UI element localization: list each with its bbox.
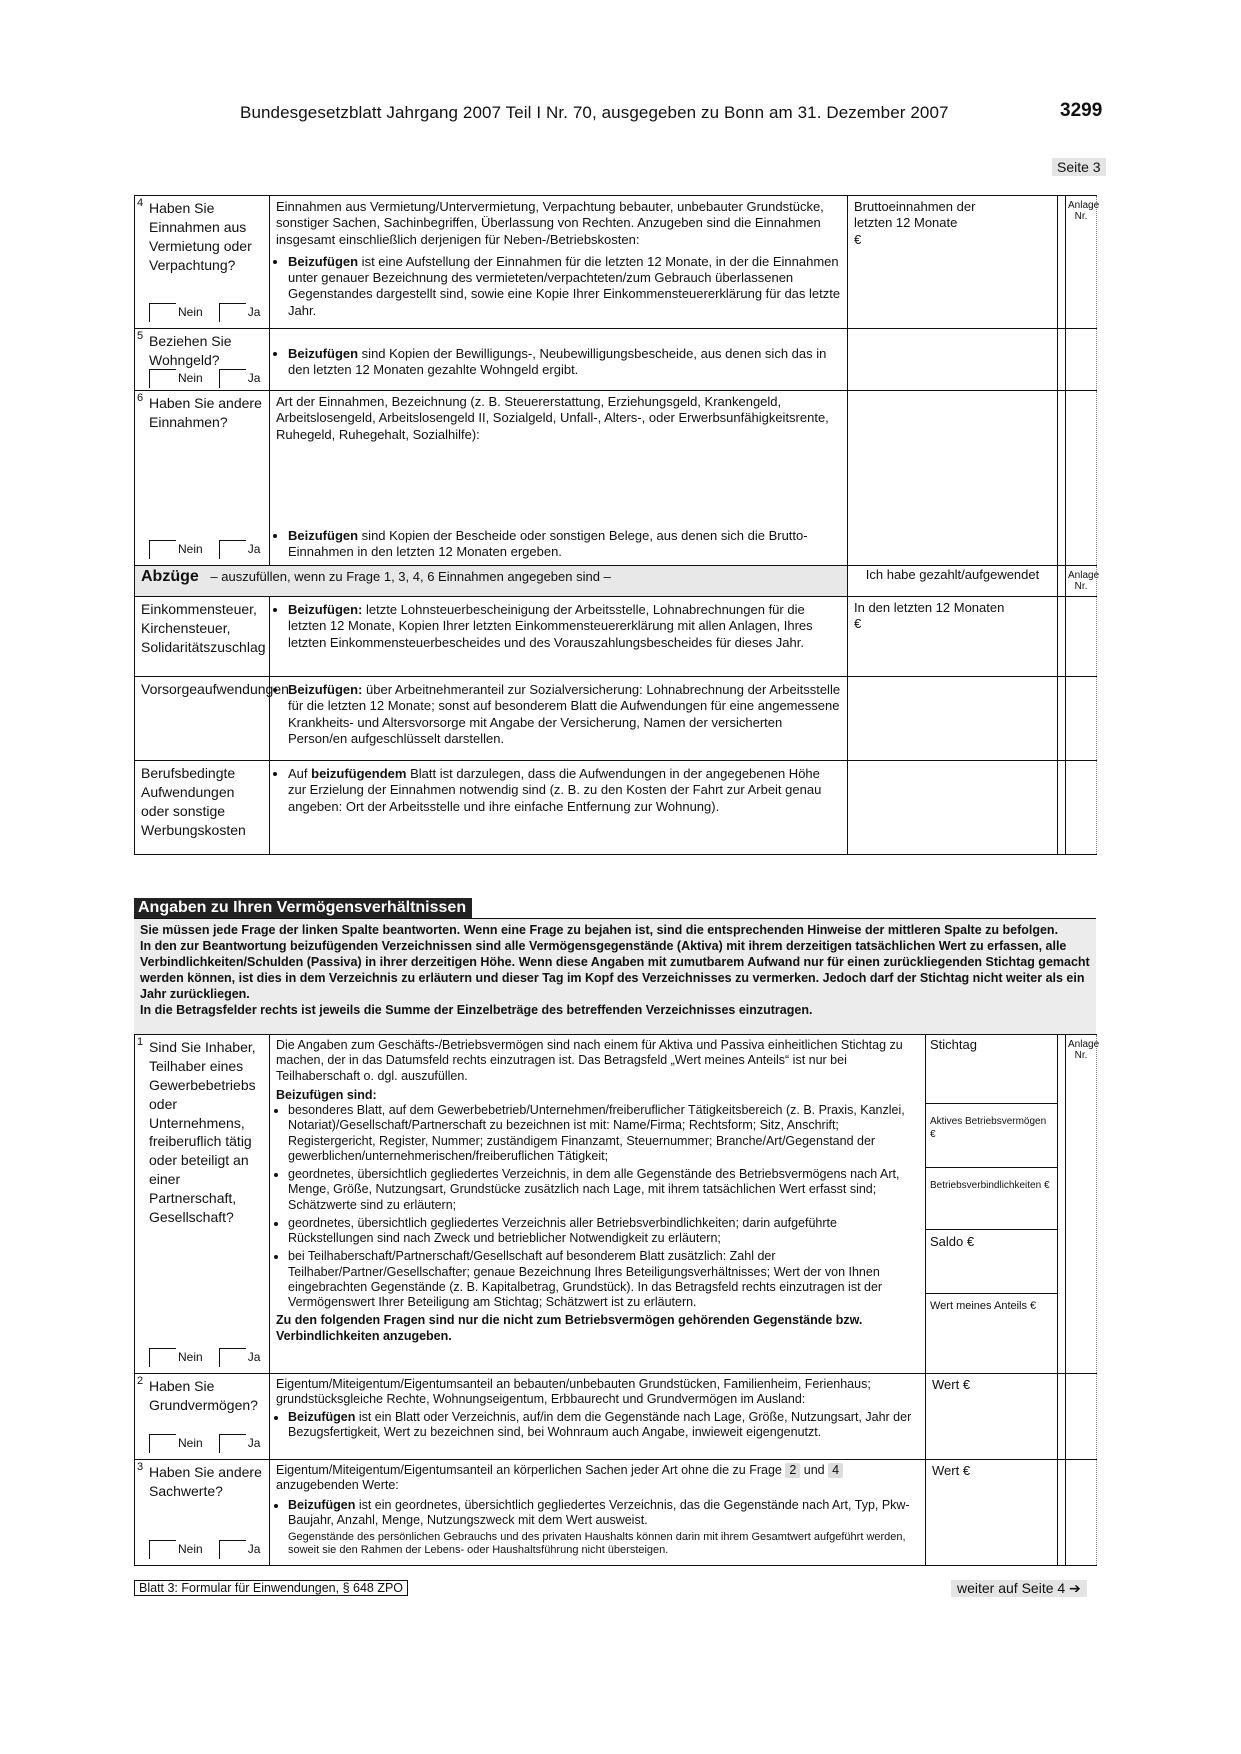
euro-unit: € bbox=[854, 616, 862, 632]
vermoegen-intro bbox=[140, 922, 1090, 1018]
abzuege-title: Abzüge bbox=[141, 568, 199, 585]
spacer-cell bbox=[1058, 597, 1066, 677]
description-cell bbox=[270, 1035, 926, 1374]
anlage-nr-cell[interactable]: Anlage Nr. bbox=[1066, 1035, 1097, 1374]
nein-label: Nein bbox=[178, 541, 203, 556]
spacer-cell bbox=[1058, 329, 1066, 391]
amount-field-wohngeld[interactable] bbox=[848, 329, 1058, 391]
description-cell bbox=[270, 1460, 926, 1566]
nein-ja-options bbox=[149, 540, 260, 559]
description-cell bbox=[270, 677, 848, 761]
anlage-nr-cell[interactable] bbox=[1066, 677, 1097, 761]
wert-field-sachwerte[interactable]: Wert € bbox=[926, 1460, 1058, 1566]
nein-ja-options bbox=[149, 1348, 260, 1367]
abzuege-header-row bbox=[135, 566, 1097, 597]
nein-checkbox[interactable] bbox=[149, 1348, 176, 1367]
betriebsverbindlichkeiten-field[interactable]: Betriebsverbindlichkeiten € bbox=[926, 1167, 1057, 1229]
description-cell bbox=[270, 196, 848, 329]
nein-label: Nein bbox=[178, 304, 203, 319]
spacer-cell bbox=[1058, 391, 1066, 566]
spacer-cell bbox=[1058, 1374, 1066, 1460]
nein-label: Nein bbox=[178, 1349, 203, 1364]
nein-ja-options bbox=[149, 369, 260, 388]
intro-paragraph: In den zur Beantwortung beizufügenden Verzeichnissen sind alle Vermögensgegenstände (Aktiva) mit ihrem derzeitigen tatsächlichen Wert zu erfassen, alle Verbindlichkeiten/Schulden (Passiva) in ihrer derzeitigen Höhe. Wenn diese Angaben mit zumutbarem Aufwand nur für einen zurückliegenden Stichtag gemacht werden können, ist dies in dem Verzeichnis zu erläutern und dieser Tag im Kopf des Verzeichnisses zu vermerken. Jedoch darf der Stichtag nicht weiter als ein Jahr zurückliegen. bbox=[140, 939, 1090, 1001]
abzuege-row-werbungskosten bbox=[135, 761, 1097, 855]
question-text: Haben Sie Einnahmen aus Vermietung oder Verpachtung? bbox=[149, 200, 252, 273]
nein-checkbox[interactable] bbox=[149, 1540, 176, 1559]
question-text: Beziehen Sie Wohngeld? bbox=[149, 333, 232, 368]
question-cell bbox=[135, 196, 270, 329]
question-cell bbox=[135, 1035, 270, 1374]
anlage-nr-cell[interactable] bbox=[1066, 391, 1097, 566]
field-label: Bruttoeinnahmen der letzten 12 Monate bbox=[854, 199, 976, 231]
description-text: Eigentum/Miteigentum/Eigentumsanteil an bebauten/unbebauten Grundstücken, Familienheim, Ferienhaus; grundstücksgleiche Rechte, Wohnungseigentum, Erbbaurecht und Grundvermögen im Ausland: bbox=[276, 1377, 871, 1407]
bullet-item: • besonderes Blatt, auf dem Gewerbebetrieb/Unternehmen/freiberuflicher Tätigkeitsbereich (z. B. Praxis, Kanzlei, Notariat)/Gesellschaft/Partnerschaft zu bezeichnen ist mit: Name/Firma; Rechtsform; Sitz, Anschrift; Registergericht, Register, Nummer; zuständigem Finanzamt, Steuernummer; Branche/Art/Gegenstand der gewerblichen/unternehmerischen/freiberuflichen Tätigkeit; bbox=[288, 1103, 919, 1164]
ja-checkbox[interactable] bbox=[219, 1434, 246, 1453]
anlage-nr-cell[interactable] bbox=[1066, 1374, 1097, 1460]
anlage-nr-cell[interactable] bbox=[1066, 597, 1097, 677]
income-table bbox=[134, 195, 1100, 855]
vermoegen-row-1 bbox=[135, 1035, 1097, 1374]
ja-checkbox[interactable] bbox=[219, 540, 246, 559]
bullet-item: • Auf beizufügendem Blatt ist darzulegen, dass die Aufwendungen in der angegebenen Höhe zur Erzielung der Einnahmen notwendig sind (z. B. zu den Kosten der Fahrt zur Arbeit genau angeben: Ort der Arbeitsstelle und ihre einfache Entfernung zur Wohnung). bbox=[288, 766, 841, 815]
question-cell bbox=[135, 1374, 270, 1460]
stichtag-field[interactable]: Stichtag bbox=[930, 1037, 977, 1052]
beizufuegen-heading: Beizufügen sind: bbox=[276, 1087, 377, 1102]
question-cell bbox=[135, 329, 270, 391]
description-text: Die Angaben zum Geschäfts-/Betriebsvermögen sind nach einem für Aktiva und Passiva einheitlichen Stichtag zu machen, der in das Datumsfeld rechts einzutragen ist. Das Betragsfeld „Wert meines Anteils“ ist nur bei Teilhaberschaft o. dgl. auszufüllen. bbox=[276, 1038, 903, 1083]
spacer-cell bbox=[1058, 1035, 1066, 1374]
document-header-title: Bundesgesetzblatt Jahrgang 2007 Teil I Nr. 70, ausgegeben zu Bonn am 31. Dezember 2007 bbox=[240, 103, 949, 122]
euro-unit: € bbox=[854, 231, 862, 247]
nein-checkbox[interactable] bbox=[149, 369, 176, 388]
vermoegen-title: Angaben zu Ihren Vermögensverhältnissen bbox=[134, 898, 472, 918]
nein-ja-options bbox=[149, 303, 260, 322]
income-row-5 bbox=[135, 329, 1097, 391]
nein-label: Nein bbox=[178, 1541, 203, 1556]
anlage-nr-cell[interactable] bbox=[1066, 1460, 1097, 1566]
field-label: In den letzten 12 Monaten bbox=[854, 600, 1005, 615]
ref-question-2: 2 bbox=[785, 1463, 800, 1478]
description-cell bbox=[270, 329, 848, 391]
bullet-item: • Beizufügen: über Arbeitnehmeranteil zur Sozialversicherung: Lohnabrechnung der Arbeitsstelle für die letzten 12 Monate; sonst auf besonderem Blatt die Aufwendungen für eine angemessene Krankheits- und Altersvorsorge mit Angabe der Versicherung, Namen der versicherten Person/en aufgeschlüsselt darstellen. bbox=[288, 682, 841, 747]
abzuege-row-vorsorge bbox=[135, 677, 1097, 761]
description-cell bbox=[270, 597, 848, 677]
spacer-cell bbox=[1058, 196, 1066, 329]
intro-paragraph: Sie müssen jede Frage der linken Spalte beantworten. Wenn eine Frage zu bejahen ist, sind die entsprechenden Hinweise der mittleren Spalte zu befolgen. bbox=[140, 923, 1059, 937]
note-text: Gegenstände des persönlichen Gebrauchs und des privaten Haushalts können darin mit ihrem Gesamtwert aufgeführt werden, soweit sie den Rahmen der Lebens- oder Haushaltsführung nicht übersteigen. bbox=[288, 1531, 906, 1557]
amount-fields-q1 bbox=[926, 1035, 1058, 1374]
question-number: 3 bbox=[137, 1461, 144, 1473]
question-number: 4 bbox=[137, 197, 144, 209]
description-text: Eigentum/Miteigentum/Eigentumsanteil an körperlichen Sachen jeder Art ohne die zu Frage 2 und 4 anzugebenden Werte: bbox=[276, 1463, 919, 1494]
income-row-6 bbox=[135, 391, 1097, 566]
vermoegen-table bbox=[134, 1034, 1100, 1566]
spacer-cell bbox=[1058, 761, 1066, 855]
ja-label: Ja bbox=[247, 1541, 261, 1556]
nein-ja-options bbox=[149, 1540, 260, 1559]
ja-checkbox[interactable] bbox=[219, 369, 246, 388]
question-number: 2 bbox=[137, 1375, 144, 1387]
question-cell bbox=[135, 391, 270, 566]
ja-label: Ja bbox=[247, 1435, 261, 1450]
abzuege-label: Berufsbedingte Aufwendungen oder sonstige Werbungskosten bbox=[135, 761, 270, 855]
nein-checkbox[interactable] bbox=[149, 303, 176, 322]
bullet-item: • Beizufügen sind Kopien der Bewilligungs-, Neubewilligungsbescheide, aus denen sich das in den letzten 12 Monaten gezahlte Wohngeld ergibt. bbox=[288, 346, 841, 379]
spacer-cell bbox=[1058, 1460, 1066, 1566]
bullet-item: • Beizufügen: letzte Lohnsteuerbescheinigung der Arbeitsstelle, Lohnabrechnungen für die letzten 12 Monate, Kopien Ihrer letzten Einkommensteuererklärung mit allen Anlagen, Ihres letzten Einkommensteuerbescheides und des Vorauszahlungsbescheides für dieses Jahr. bbox=[288, 602, 841, 651]
abzuege-label: Einkommensteuer, Kirchensteuer, Solidaritätszuschlag bbox=[135, 597, 270, 677]
description-cell bbox=[270, 1374, 926, 1460]
seite-label: Seite 3 bbox=[1052, 158, 1106, 176]
anlage-nr-cell[interactable] bbox=[1066, 761, 1097, 855]
ja-checkbox[interactable] bbox=[219, 303, 246, 322]
ja-label: Ja bbox=[247, 1349, 261, 1364]
question-number: 6 bbox=[137, 392, 144, 404]
question-text: Sind Sie Inhaber, Teilhaber eines Gewerbebetriebs oder Unternehmens, freiberuflich tätig oder beteiligt an einer Partnerschaft, Gesellschaft? bbox=[149, 1039, 256, 1226]
amount-field-bruttoeinnahmen[interactable] bbox=[848, 196, 1058, 329]
ja-label: Ja bbox=[247, 370, 261, 385]
footer-note: Zu den folgenden Fragen sind nur die nicht zum Betriebsvermögen gehörenden Gegenstände bzw. Verbindlichkeiten anzugeben. bbox=[276, 1313, 863, 1343]
question-number: 5 bbox=[137, 330, 144, 342]
bullet-item: • Beizufügen ist eine Aufstellung der Einnahmen für die letzten 12 Monate, in der die Einnahmen unter genauer Bezeichnung des vermieteten/verpachteten/zum Gebrauch überlassenen Gegenstandes dargestellt sind, sowie eine Kopie Ihrer Einkommensteuererklärung für das letzte Jahr. bbox=[288, 254, 841, 319]
page-number: 3299 bbox=[1060, 100, 1103, 121]
saldo-field[interactable]: Saldo € bbox=[926, 1229, 1057, 1293]
amount-field-werbungskosten[interactable] bbox=[848, 761, 1058, 855]
spacer-cell bbox=[1058, 566, 1066, 597]
ja-checkbox[interactable] bbox=[219, 1348, 246, 1367]
abzuege-title-cell bbox=[135, 566, 848, 597]
vermoegen-row-2 bbox=[135, 1374, 1097, 1460]
vermoegen-row-3 bbox=[135, 1460, 1097, 1566]
amount-field-steuer[interactable] bbox=[848, 597, 1058, 677]
bullet-item: • Beizufügen ist ein Blatt oder Verzeichnis, auf/in dem die Gegenstände nach Lage, Größe, Nutzungsart, Jahr der Bezugsfertigkeit, Wert zu bezeichnen sind, bei Wohnraum auch Angabe, inwieweit eigengenutzt. bbox=[288, 1410, 919, 1441]
spacer-cell bbox=[1058, 677, 1066, 761]
question-cell bbox=[135, 1460, 270, 1566]
wert-field-grundvermoegen[interactable]: Wert € bbox=[926, 1374, 1058, 1460]
abzuege-subtitle: – auszufüllen, wenn zu Frage 1, 3, 4, 6 Einnahmen angegeben sind – bbox=[210, 569, 611, 584]
ja-label: Ja bbox=[247, 304, 261, 319]
question-text: Haben Sie andere Sachwerte? bbox=[149, 1464, 262, 1499]
continue-page-label: weiter auf Seite 4 ➔ bbox=[951, 1580, 1087, 1597]
nein-checkbox[interactable] bbox=[149, 1434, 176, 1453]
description-text: Einnahmen aus Vermietung/Untervermietung, Verpachtung bebauter, unbebauter Grundstücke, sonstiger Sachen, Sachinbegriffen, Überlassung von Rechten. Anzugeben sind die Einnahmen insgesamt einschließlich derjenigen für Neben-/Betriebskosten: bbox=[276, 199, 824, 247]
bullet-item: • bei Teilhaberschaft/Partnerschaft/Gesellschaft auf besonderem Blatt zusätzlich: Zahl der Teilhaber/Partner/Gesellschafter; genaue Bezeichnung Ihres Beteiligungsverhältnisses; Wert der von Ihnen eingebrachten Gegenstände (z. B. Kapitalbetrag, Grundstück). In das Betragsfeld rechts einzutragen ist der Vermögenswert Ihrer Beteiligung am Stichtag; Schätzwert ist zu erläutern. bbox=[288, 1249, 919, 1310]
nein-label: Nein bbox=[178, 1435, 203, 1450]
bullet-item: • Beizufügen ist ein geordnetes, übersichtlich gegliedertes Verzeichnis, das die Gegenstände nach Art, Typ, Pkw-Baujahr, Anzahl, Menge, Nutzungszweck mit dem Wert ausweist. bbox=[288, 1498, 919, 1529]
anlage-nr-cell[interactable] bbox=[1066, 329, 1097, 391]
abzuege-label: Vorsorgeaufwendungen bbox=[135, 677, 270, 761]
ja-label: Ja bbox=[247, 541, 261, 556]
ja-checkbox[interactable] bbox=[219, 1540, 246, 1559]
income-row-4 bbox=[135, 196, 1097, 329]
abzuege-field-header: Ich habe gezahlt/aufgewendet bbox=[848, 566, 1058, 597]
question-text: Haben Sie andere Einnahmen? bbox=[149, 395, 262, 430]
anlage-nr-cell[interactable]: Anlage Nr. bbox=[1066, 196, 1097, 329]
description-cell bbox=[270, 761, 848, 855]
nein-checkbox[interactable] bbox=[149, 540, 176, 559]
nein-ja-options bbox=[149, 1434, 260, 1453]
anlage-nr-cell[interactable]: Anlage Nr. bbox=[1066, 566, 1097, 597]
question-text: Haben Sie Grundvermögen? bbox=[149, 1378, 258, 1413]
nein-label: Nein bbox=[178, 370, 203, 385]
form-footer-label: Blatt 3: Formular für Einwendungen, § 648 ZPO bbox=[134, 1580, 408, 1596]
amount-field-vorsorge[interactable] bbox=[848, 677, 1058, 761]
description-text: Art der Einnahmen, Bezeichnung (z. B. Steuererstattung, Erziehungsgeld, Krankengeld, Arbeitslosengeld, Arbeitslosengeld II, Sozialgeld, Unfall-, Alters-, oder Erwerbsunfähigkeitsrente, Ruhegeld, Ruhegehalt, Sozialhilfe): bbox=[276, 394, 829, 442]
question-number: 1 bbox=[137, 1036, 144, 1048]
amount-field-andere[interactable] bbox=[848, 391, 1058, 566]
description-cell bbox=[270, 391, 848, 566]
aktives-betriebsvermoegen-field[interactable]: Aktives Betriebsvermögen € bbox=[926, 1103, 1057, 1167]
bullet-item: • geordnetes, übersichtlich gegliedertes Verzeichnis, in dem alle Gegenstände des Betriebsvermögens nach Art, Menge, Größe, Nutzungsart, Grundstücke zusätzlich nach Lage, mit ihrem tatsächlichen Wert erfasst sind; Schätzwerte sind zu erläutern; bbox=[288, 1167, 919, 1213]
ref-question-4: 4 bbox=[828, 1463, 843, 1478]
abzuege-row-steuer bbox=[135, 597, 1097, 677]
intro-paragraph: In die Betragsfelder rechts ist jeweils die Summe der Einzelbeträge des betreffenden Verzeichnisses einzutragen. bbox=[140, 1003, 813, 1017]
bullet-item: • Beizufügen sind Kopien der Bescheide oder sonstigen Belege, aus denen sich die Brutto-Einnahmen in den letzten 12 Monaten ergeben. bbox=[288, 528, 841, 561]
bullet-item: • geordnetes, übersichtlich gegliedertes Verzeichnis aller Betriebsverbindlichkeiten; darin aufgeführte Rückstellungen sind nach Zweck und betrieblicher Notwendigkeit zu erläutern; bbox=[288, 1216, 919, 1247]
wert-meines-anteils-field[interactable]: Wert meines Anteils € bbox=[926, 1293, 1057, 1373]
